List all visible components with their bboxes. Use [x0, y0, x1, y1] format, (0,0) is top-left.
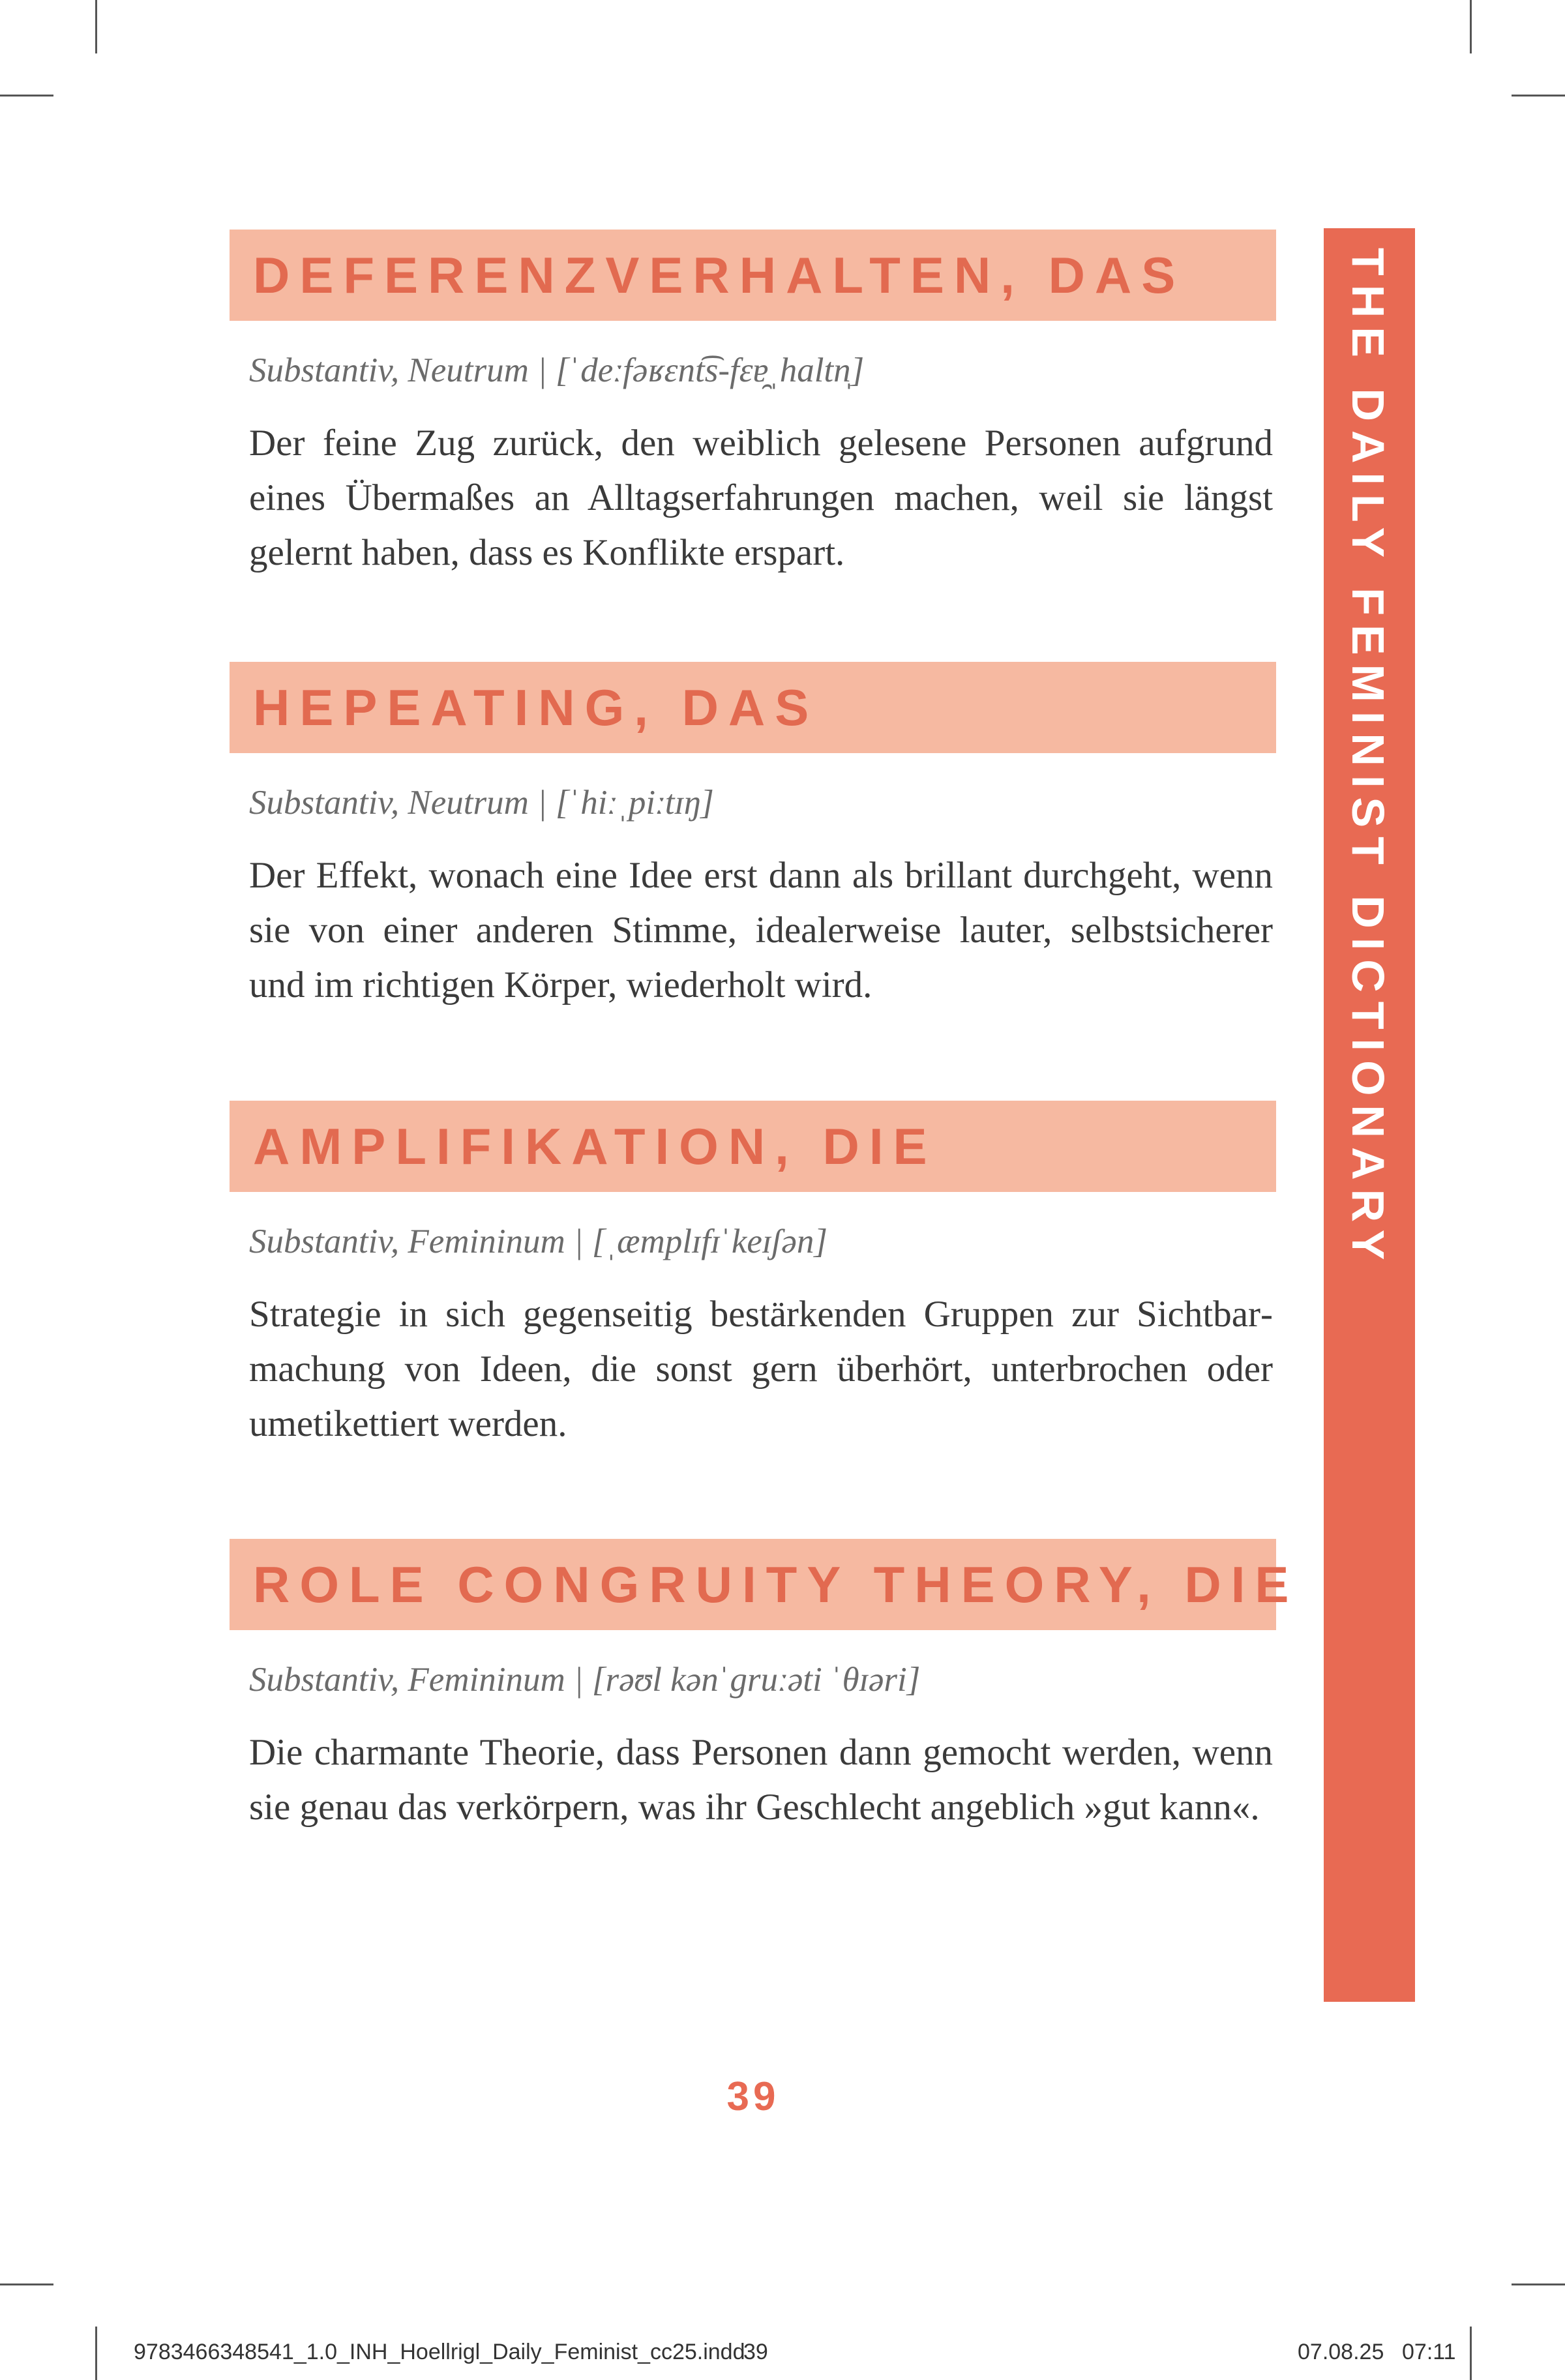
- headword-bar: [230, 662, 1276, 753]
- crop-mark-bottom-right-vertical: [1470, 2327, 1472, 2380]
- dictionary-entry: [230, 1101, 1276, 1451]
- slug-date: 07.08.25: [1298, 2340, 1384, 2364]
- crop-mark-bottom-right-horizontal: [1512, 2283, 1565, 2285]
- crop-mark-bottom-left-horizontal: [0, 2283, 53, 2285]
- headword-bar: [230, 1539, 1299, 1630]
- dictionary-entry: [230, 662, 1276, 1013]
- headword: ROLE CONGRUITY THEORY, DIE: [253, 1555, 1299, 1613]
- headword-bar: [230, 230, 1276, 321]
- headword: AMPLIFIKATION, DIE: [253, 1117, 937, 1175]
- definition: Der feine Zug zurück, den weiblich gelesene Personen aufgrund eines Übermaßes an Alltagserfahrungen machen, weil sie längst gelernt haben, dass es Konflikte erspart.: [249, 423, 1273, 573]
- page-number: 39: [726, 2074, 780, 2119]
- crop-mark-top-left-horizontal: [0, 95, 53, 97]
- headword-bar: [230, 1101, 1276, 1192]
- dictionary-entry: [230, 230, 1276, 580]
- crop-mark-bottom-left-vertical: [95, 2327, 97, 2380]
- headword: DEFERENZVERHALTEN, DAS: [253, 246, 1185, 304]
- grammar-pronunciation: Substantiv, Femininum | [ˌæmplɪfɪˈkeɪʃən]: [249, 1223, 827, 1260]
- crop-mark-top-right-horizontal: [1512, 95, 1565, 97]
- grammar-pronunciation: Substantiv, Neutrum | [ˈdeːfəʁɛnt͡s-fɛɐ̯ˌhaltn̩]: [249, 351, 865, 389]
- slug-file-name: 9783466348541_1.0_INH_Hoellrigl_Daily_Feminist_cc25.indd: [134, 2340, 745, 2364]
- definition: Der Effekt, wonach eine Idee erst dann als brillant durchgeht, wenn sie von einer anderen Stimme, idealerweise lauter, selbstsicherer und im richtigen Körper, wiederholt wird.: [249, 855, 1273, 1005]
- grammar-pronunciation: Substantiv, Neutrum | [ˈhiːˌpiːtɪŋ]: [249, 784, 714, 822]
- slug-time: 07:11: [1402, 2340, 1456, 2364]
- side-title: THE DAILY FEMINIST DICTIONARY: [1343, 248, 1394, 1270]
- grammar-pronunciation: Substantiv, Femininum | [rəʊl kənˈgruːəti ˈθɪəri]: [249, 1661, 921, 1699]
- slug-file-page: 39: [743, 2340, 768, 2364]
- definition: Die charmante Theorie, dass Personen dann gemocht werden, wenn sie genau das verkörpern, was ihr Geschlecht angeblich »gut kann«.: [249, 1732, 1273, 1828]
- headword: HEPEATING, DAS: [253, 678, 819, 736]
- crop-mark-top-left-vertical: [95, 0, 97, 53]
- definition: Strategie in sich gegenseitig bestärkenden Gruppen zur Sichtbarmachung von Ideen, die sonst gern überhört, unterbrochen oder umetikettiert werden.: [249, 1294, 1273, 1444]
- dictionary-entry: [230, 1539, 1299, 1835]
- crop-mark-top-right-vertical: [1470, 0, 1472, 53]
